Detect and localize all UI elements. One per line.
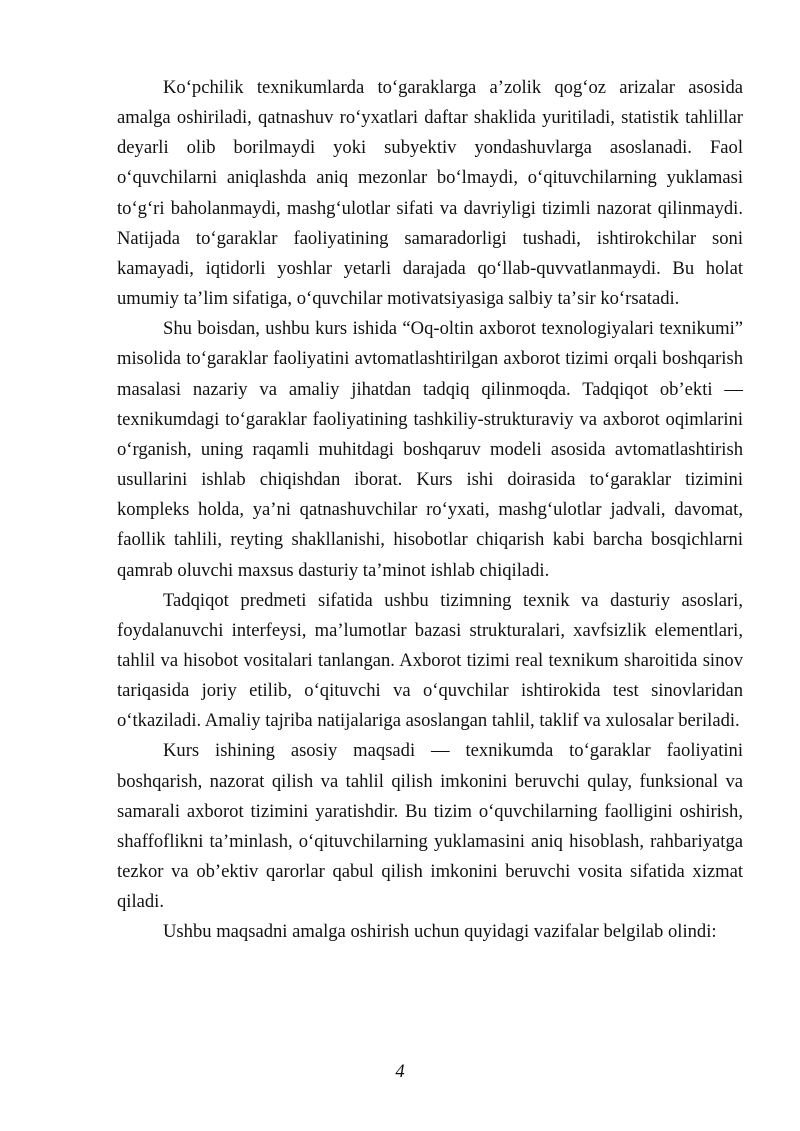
- paragraph-1: Koʻpchilik texnikumlarda toʻgaraklarga aʼzolik qogʻoz arizalar asosida amalga oshiriladi, qatnashuv roʻyxatlari daftar shaklida yuritiladi, statistik tahlillar deyarli olib borilmaydi yoki subyektiv yondashuvlarga asoslanadi. Faol oʻquvchilarni aniqlashda aniq mezonlar boʻlmaydi, oʻqituvchilarning yuklamasi toʻgʻri baholanmaydi, mashgʻulotlar sifati va davriyligi tizimli nazorat qilinmaydi. Natijada toʻgaraklar faoliyatining samaradorligi tushadi, ishtirokchilar soni kamayadi, iqtidorli yoshlar yetarli darajada qoʻllab-quvvatlanmaydi. Bu holat umumiy taʼlim sifatiga, oʻquvchilar motivatsiyasiga salbiy taʼsir koʻrsatadi.: [117, 77, 743, 310]
- paragraph-3: Tadqiqot predmeti sifatida ushbu tizimning texnik va dasturiy asoslari, foydalanuvchi interfeysi, maʼlumotlar bazasi strukturalari, xavfsizlik elementlari, tahlil va hisobot vositalari tanlangan. Axborot tizimi real texnikum sharoitida sinov tariqasida joriy etilib, oʻqituvchi va oʻquvchilar ishtirokida test sinovlaridan oʻtkaziladi. Amaliy tajriba natijalariga asoslangan tahlil, taklif va xulosalar beriladi.: [117, 589, 743, 732]
- body-text: [117, 73, 743, 948]
- page-number: 4: [395, 1061, 405, 1082]
- paragraph-4: Kurs ishining asosiy maqsadi — texnikumda toʻgaraklar faoliyatini boshqarish, nazorat qilish va tahlil qilish imkonini beruvchi qulay, funksional va samarali axborot tizimini yaratishdir. Bu tizim oʻquvchilarning faolligini oshirish, shaffoflikni taʼminlash, oʻqituvchilarning yuklamasini aniq hisoblash, rahbariyatga tezkor va obʼektiv qarorlar qabul qilish imkonini beruvchi vosita sifatida xizmat qiladi.: [117, 740, 743, 913]
- paragraph-5: Ushbu maqsadni amalga oshirish uchun quyidagi vazifalar belgilab olindi:: [163, 921, 717, 943]
- paragraph-2: Shu boisdan, ushbu kurs ishida “Oq-oltin axborot texnologiyalari texnikumi” misolida toʻgaraklar faoliyatini avtomatlashtirilgan axborot tizimi orqali boshqarish masalasi nazariy va amaliy jihatdan tadqiq qilinmoqda. Tadqiqot obʼekti — texnikumdagi toʻgaraklar faoliyatining tashkiliy-strukturaviy va axborot oqimlarini oʻrganish, uning raqamli muhitdagi boshqaruv modeli asosida avtomatlashtirish usullarini ishlab chiqishdan iborat. Kurs ishi doirasida toʻgaraklar tizimini kompleks holda, yaʼni qatnashuvchilar roʻyxati, mashgʻulotlar jadvali, davomat, faollik tahlili, reyting shakllanishi, hisobotlar chiqarish kabi barcha bosqichlarni qamrab oluvchi maxsus dasturiy taʼminot ishlab chiqiladi.: [117, 318, 743, 581]
